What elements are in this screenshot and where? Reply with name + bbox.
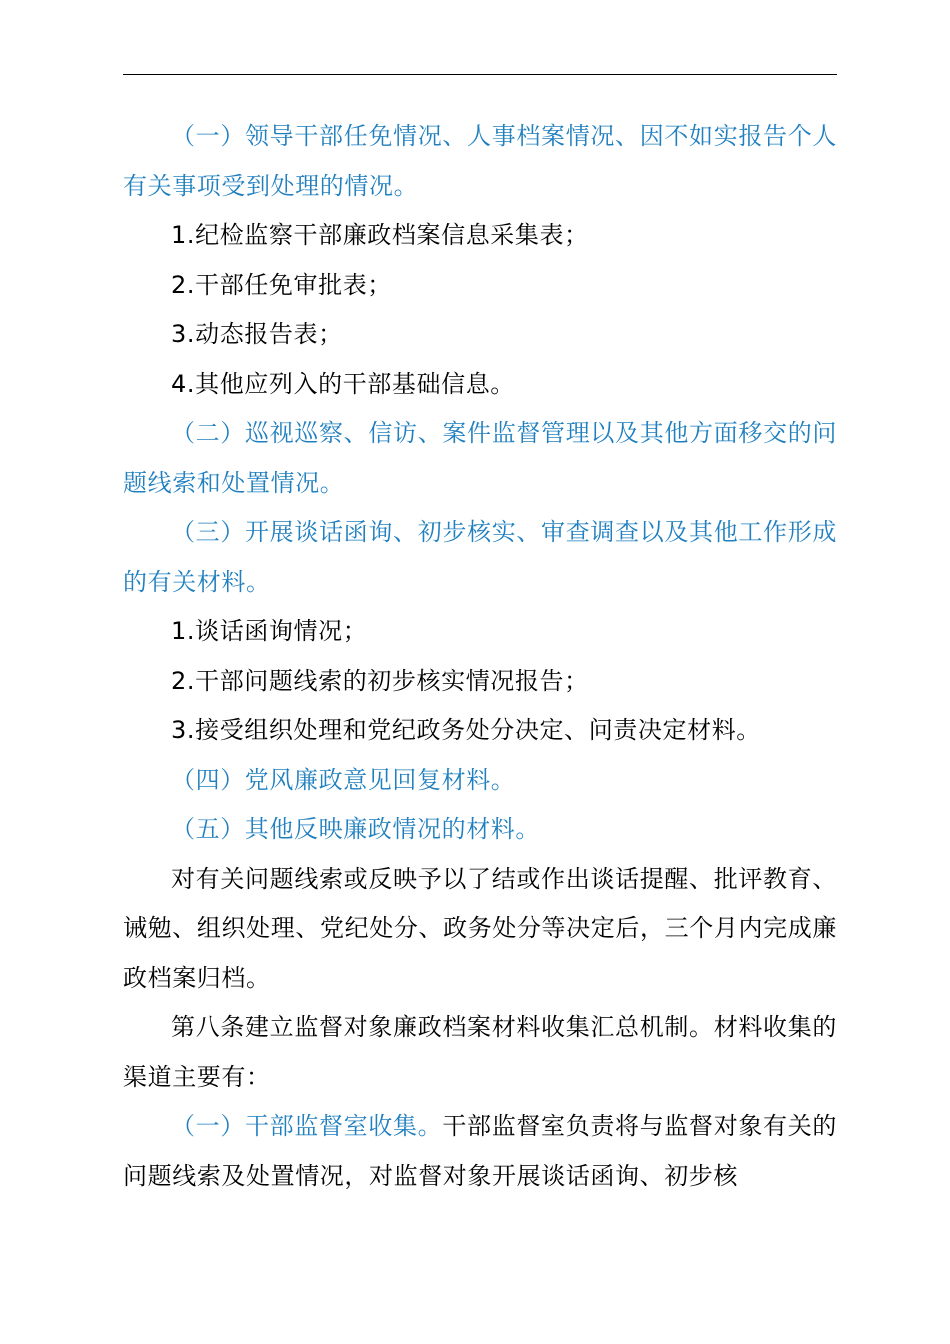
section-heading-1: （一）领导干部任免情况、人事档案情况、因不如实报告个人有关事项受到处理的情况。 <box>123 122 837 200</box>
header-rule <box>123 74 837 75</box>
list-item-6: 2.干部问题线索的初步核实情况报告； <box>171 666 589 695</box>
section-heading-3: （三）开展谈话函询、初步核实、审查调查以及其他工作形成的有关材料。 <box>123 518 837 596</box>
section-heading-4: （四）党风廉政意见回复材料。 <box>171 765 516 794</box>
document-body <box>123 112 837 1201</box>
list-item-3: 3.动态报告表； <box>171 320 343 348</box>
mixed-paragraph <box>123 1102 837 1201</box>
mixed-paragraph-lead: （一）干部监督室收集。 <box>171 1112 443 1140</box>
list-item-5: 1.谈话函询情况； <box>171 617 368 645</box>
mixed-paragraph-rest: 干部监督室负责将与监督对象有关的问题线索及处置情况，对监督对象开展谈话函询、初步核 <box>123 1112 837 1190</box>
list-item-7: 3.接受组织处理和党纪政务处分决定、问责决定材料。 <box>171 716 761 744</box>
section-heading-5: （五）其他反映廉政情况的材料。 <box>171 815 540 843</box>
list-item-4: 4.其他应列入的干部基础信息。 <box>171 369 515 398</box>
section-heading-2: （二）巡视巡察、信访、案件监督管理以及其他方面移交的问题线索和处置情况。 <box>123 419 837 497</box>
list-item-2: 2.干部任免审批表； <box>171 270 392 299</box>
list-item-1: 1.纪检监察干部廉政档案信息采集表； <box>171 221 589 249</box>
body-paragraph-archiving: 对有关问题线索或反映予以了结或作出谈话提醒、批评教育、诫勉、组织处理、党纪处分、政务处分等决定后，三个月内完成廉政档案归档。 <box>123 864 837 992</box>
article-eight-paragraph: 第八条建立监督对象廉政档案材料收集汇总机制。材料收集的渠道主要有： <box>123 1013 837 1091</box>
